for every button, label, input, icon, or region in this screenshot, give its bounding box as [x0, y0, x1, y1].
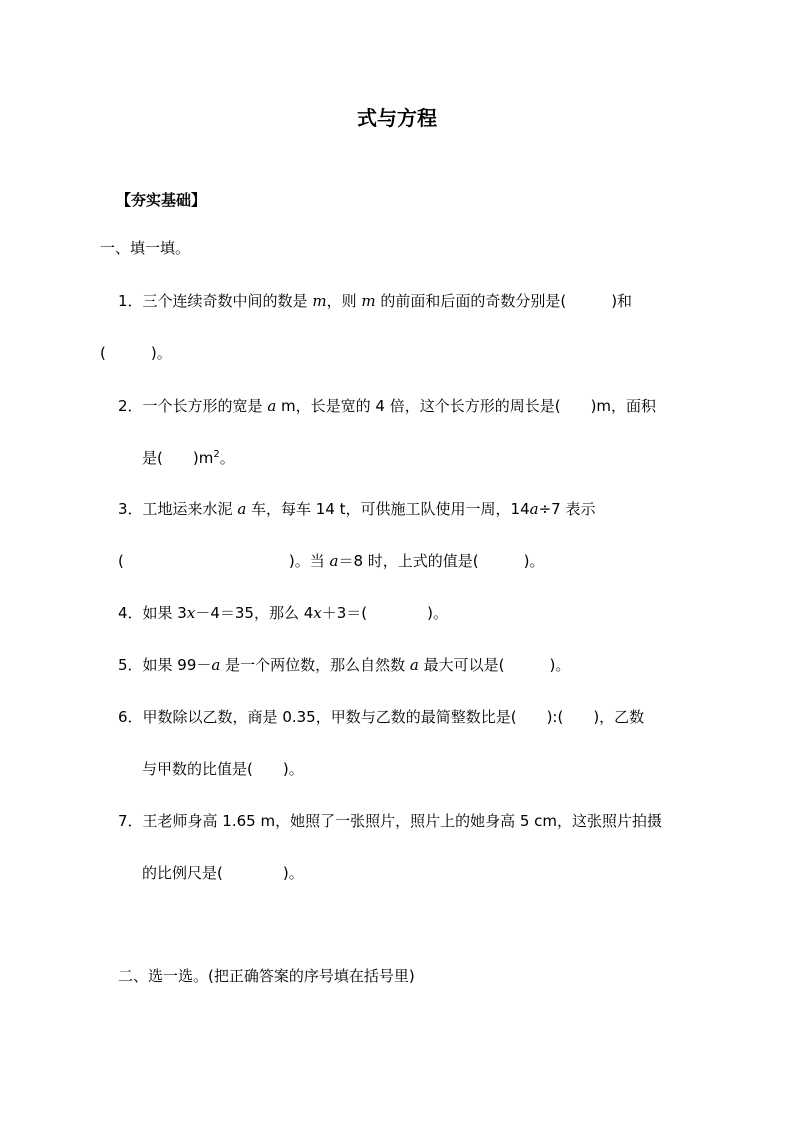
question-4-text-a: 4．如果 3: [118, 604, 187, 622]
question-5-text-a: 5．如果 99－: [118, 656, 212, 674]
question-1-text-a: 1．三个连续奇数中间的数是: [118, 292, 313, 310]
question-2-line-2: [142, 448, 235, 468]
question-1-text-b: ，则: [326, 292, 362, 310]
question-6-line-2: 与甲数的比值是( )。: [142, 760, 304, 778]
question-2-text-c: 是( )m: [142, 449, 214, 467]
variable-a: a: [329, 552, 339, 570]
page-title: 式与方程: [357, 106, 437, 130]
question-1-line-1: [118, 291, 632, 311]
variable-a: a: [529, 500, 539, 518]
question-1-line-2: ( )。: [100, 344, 172, 362]
variable-m: m: [361, 292, 376, 310]
section-heading: 【夯实基础】: [116, 191, 207, 209]
question-2-text-a: 2．一个长方形的宽是: [118, 397, 268, 415]
question-2-text-b: m，长是宽的 4 倍，这个长方形的周长是( )m，面积: [276, 397, 657, 415]
question-3-text-a: 3．工地运来水泥: [118, 500, 238, 518]
question-3-line-1: [118, 499, 595, 519]
question-4: [118, 603, 448, 623]
question-3-text-e: ＝8 时，上式的值是( )。: [338, 552, 545, 570]
question-3-text-d: ( )。当: [118, 552, 330, 570]
question-3-text-c: ÷7 表示: [538, 500, 596, 518]
superscript-2: 2: [213, 449, 220, 460]
part1-heading: 一、填一填。: [100, 239, 191, 257]
part2-heading: 二、选一选。(把正确答案的序号填在括号里): [118, 967, 415, 985]
question-5: [118, 655, 570, 675]
question-1-text-c: 的前面和后面的奇数分别是( )和: [375, 292, 633, 310]
question-3-text-b: 车，每车 14 t，可供施工队使用一周，14: [246, 500, 530, 518]
question-7-line-2: 的比例尺是( )。: [142, 864, 304, 882]
question-2-text-d: 。: [219, 449, 235, 467]
variable-a: a: [211, 656, 221, 674]
question-6-line-1: 6．甲数除以乙数，商是 0.35，甲数与乙数的最简整数比是( ):( )，乙数: [118, 708, 645, 726]
question-4-text-c: ＋3＝( )。: [321, 604, 448, 622]
question-2-line-1: [118, 396, 656, 416]
question-4-text-b: －4＝35，那么 4: [195, 604, 314, 622]
question-5-text-b: 是一个两位数，那么自然数: [220, 656, 410, 674]
question-3-line-2: [118, 551, 544, 571]
variable-a: a: [409, 656, 419, 674]
variable-m: m: [312, 292, 327, 310]
variable-x: x: [186, 604, 196, 622]
variable-x: x: [313, 604, 322, 622]
question-5-text-c: 最大可以是( )。: [418, 656, 571, 674]
variable-a: a: [237, 500, 247, 518]
variable-a: a: [267, 397, 277, 415]
question-7-line-1: 7．王老师身高 1.65 m，她照了一张照片，照片上的她身高 5 cm，这张照片拍摄: [118, 812, 663, 830]
